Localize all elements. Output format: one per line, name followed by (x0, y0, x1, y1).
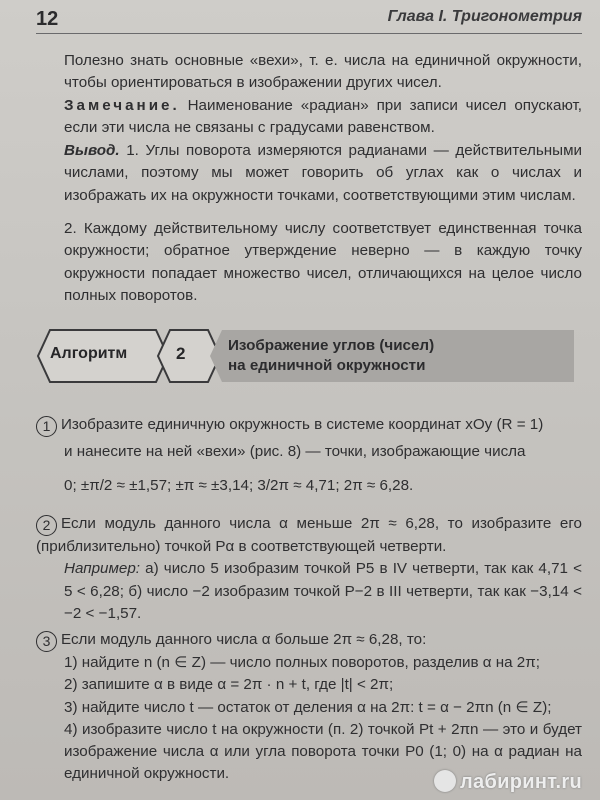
step-2-main (36, 513, 582, 558)
step-3-sub3: 3) найдите число t — остаток от деления α на 2π: t = α − 2πn (n ∈ Z); (64, 698, 552, 716)
step-1-number: 1 (36, 416, 57, 437)
algorithm-label: Алгоритм (50, 345, 128, 362)
watermark (434, 770, 582, 794)
step-1-text1: Изобразите единичную окружность в системе координат xOy (R = 1) (61, 416, 544, 433)
paragraph-conclusion (36, 140, 582, 207)
conclusion-label: Вывод. (64, 142, 120, 159)
remark-text: Наименование «радиан» при записи чисел опускают, если эти числа не связаны с градусами равенством. (64, 97, 582, 137)
step-3-sub2: 2) запишите α в виде α = 2π · n + t, где |t| < 2π; (64, 676, 394, 694)
step-1 (36, 414, 582, 498)
algorithm-title-line2: на единичной окружности (228, 357, 426, 374)
step-1-line2: и нанесите на ней «вехи» (рис. 8) — точки, изображающие числа (64, 443, 526, 460)
paragraph-milestones-text: Полезно знать основные «вехи», т. е. числа на единичной окружности, чтобы ориентироваться в изображении других чисел. (64, 52, 582, 92)
algorithm-banner (36, 328, 576, 384)
algorithm-title (228, 336, 434, 376)
watermark-text: лабиринт.ru (460, 771, 582, 793)
header-rule (36, 33, 582, 34)
step-3-text: Если модуль данного числа α больше 2π ≈ 6,28, то: (61, 631, 427, 648)
step-3-number: 3 (36, 631, 57, 652)
step-2-example (36, 558, 582, 625)
step-1-line3: 0; ±π/2 ≈ ±1,57; ±π ≈ ±3,14; 3/2π ≈ 4,71; 2π ≈ 6,28. (64, 477, 414, 495)
remark-label: Замечание. (64, 97, 180, 114)
labirint-logo-icon (434, 770, 456, 792)
step-2-example-label: Например: (64, 560, 141, 578)
step-3-main (36, 629, 582, 652)
step-1-line1 (36, 414, 582, 437)
step-2 (36, 513, 582, 625)
paragraph-milestones (36, 50, 582, 95)
conclusion-text: 1. Углы поворота измеряются радианами — действительными числами, поэтому мы может говорить об углах как о числах и изображать их на окружности точками, соответствующими этим числам. (64, 142, 582, 204)
algorithm-number: 2 (176, 344, 186, 363)
step-2-text: Если модуль данного числа α меньше 2π ≈ 6,28, то изобразите его (приблизительно) точкой Pα в соответствующей четверти. (36, 515, 582, 555)
page-number: 12 (36, 8, 59, 30)
step-2-example-text: а) число 5 изобразим точкой P5 в IV четверти, так как 4,71 < 5 < 6,28; б) число −2 изобразим точкой P−2 в III четверти, так как −3,14 < −2 < −1,57. (64, 560, 582, 622)
chapter-title: Глава I. Тригонометрия (387, 8, 582, 25)
algorithm-title-line1: Изображение углов (чисел) (228, 337, 435, 354)
paragraph-remark (36, 95, 582, 140)
step-3 (36, 629, 582, 786)
paragraph-correspondence-text: 2. Каждому действительному числу соответствует единственная точка окружности; обратное утверждение неверно — в каждую точку окружности попадает множество чисел, отличающихся на целое число полных поворотов. (64, 220, 582, 304)
step-2-number: 2 (36, 515, 57, 536)
step-3-sub4: 4) изобразите число t на окружности (п. 2) точкой Pt + 2πn — это и будет изображение числа α или угла поворота точки P0 (1; 0) на α радиан на единичной окружности. (64, 720, 582, 783)
page-header (36, 4, 582, 32)
paragraph-correspondence (36, 218, 582, 307)
step-3-sub1: 1) найдите n (n ∈ Z) — число полных поворотов, разделив α на 2π; (64, 654, 540, 671)
